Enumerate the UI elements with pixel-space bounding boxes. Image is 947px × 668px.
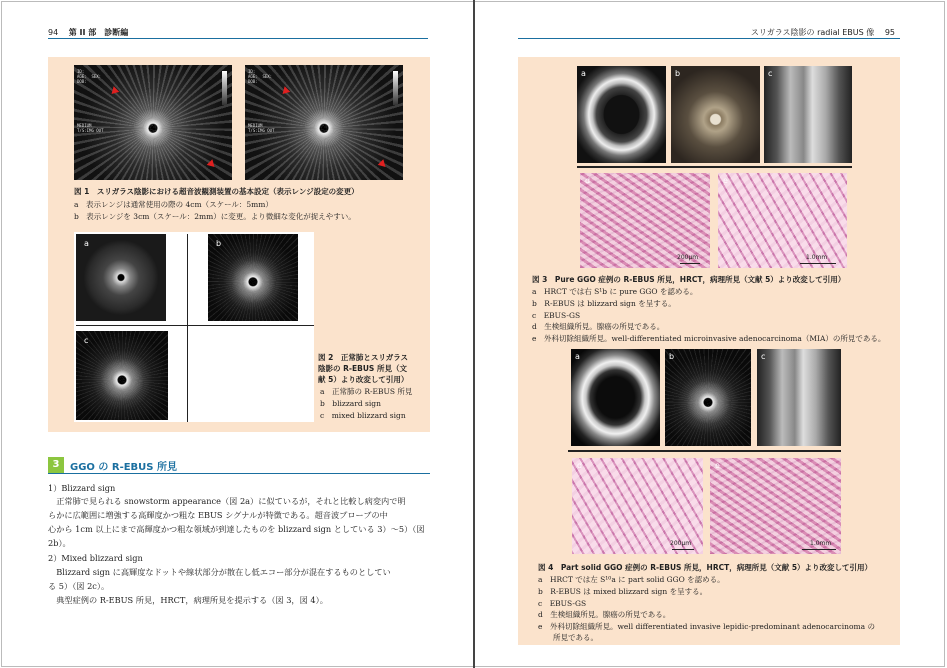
grid-line-horizontal <box>76 325 314 326</box>
panel-label: c <box>761 352 766 361</box>
panel-label: e <box>723 176 728 185</box>
grid-line-vertical <box>187 234 188 422</box>
fig3-caption-item-b: b R-EBUS は blizzard sign を呈する。 <box>532 299 676 308</box>
fig3-caption-item-e: e 外科切除組織所見。well-differentiated microinvasive adenocarcinoma（MIA）の所見である。 <box>532 334 886 343</box>
fig4-caption-item-e-cont: 所見である。 <box>538 633 598 642</box>
panel-label: c <box>768 69 773 78</box>
section-heading <box>48 457 430 474</box>
scale-bar <box>680 263 700 264</box>
scale-bar <box>800 263 836 264</box>
fig3-caption-item-c: c EBUS-GS <box>532 311 581 320</box>
figure-separator <box>568 450 841 452</box>
fig2-caption-line1: 図 2 正常肺とスリガラス <box>318 353 409 362</box>
fig3-caption-item-d: d 生検組織所見。腺癌の所見である。 <box>532 322 665 331</box>
fig1-caption-item-a: a 表示レンジは通常使用の際の 4cm（スケール：5mm） <box>74 200 273 209</box>
us-overlay-text: ID: AGE: SEX: DOB: <box>77 69 102 84</box>
left-page-number: 94 <box>48 28 59 37</box>
fig4b-ebus-image <box>665 349 751 446</box>
red-arrow-icon <box>109 86 120 97</box>
fig2-caption-line3: 献 5）より改変して引用） <box>318 375 409 384</box>
fig2-caption-line2: 陰影の R-EBUS 所見（文 <box>318 364 407 373</box>
fig4e-histology-image <box>710 458 841 554</box>
us-overlay-text: MEDIUM T/S:IMG OUT <box>248 123 275 133</box>
fig3a-ct-image <box>577 66 666 163</box>
fig2b-ultrasound-image <box>208 234 298 321</box>
fig1a-ultrasound-image <box>74 65 232 180</box>
fig4-caption-item-c: c EBUS-GS <box>538 599 587 608</box>
panel-label: a <box>84 239 89 248</box>
grayscale-bar <box>393 71 398 105</box>
grayscale-bar <box>222 71 227 105</box>
panel-label: b <box>216 239 222 248</box>
body-line: 心から 1cm 以上にまで高輝度かつ粗な領域が到達したものを blizzard sign としている 3）〜5）（図 <box>48 524 425 534</box>
left-header-rule <box>48 38 428 39</box>
panel-label: a <box>581 69 586 78</box>
figure-separator <box>577 166 852 168</box>
right-running-head <box>751 27 895 38</box>
body-line: 1）Blizzard sign <box>48 483 116 493</box>
panel-label: b <box>675 69 681 78</box>
panel-label: a <box>575 352 580 361</box>
body-line: 典型症例の R-EBUS 所見，HRCT，病理所見を提示する（図 3，図 4）。 <box>48 595 328 605</box>
body-line: 2）Mixed blizzard sign <box>48 553 143 563</box>
fig2a-ultrasound-image <box>76 234 166 321</box>
fig4-caption-item-a: a HRCT では左 S¹⁰a に part solid GGO を認める。 <box>538 575 725 584</box>
us-overlay-text: ID: AGE: SEX: DOB: <box>248 69 273 84</box>
panel-label: d <box>577 461 583 470</box>
red-arrow-icon <box>207 159 218 170</box>
panel-label: d <box>585 176 591 185</box>
fig2-caption-item-a: a 正常肺の R-EBUS 所見 <box>320 387 413 396</box>
fig4-caption-item-e: e 外科切除組織所見。well differentiated invasive lepidic-predominant adenocarcinoma の <box>538 622 875 631</box>
body-line: Blizzard sign に高輝度なドットや線状部分が散在し低エコー部分が混在するものとしてい <box>48 567 391 577</box>
panel-label: b <box>669 352 675 361</box>
left-running-head <box>48 27 128 38</box>
fig2-caption-item-c: c mixed blizzard sign <box>320 411 406 420</box>
fig2-caption-item-b: b blizzard sign <box>320 399 381 408</box>
red-arrow-icon <box>280 86 291 97</box>
fig3-caption-title: 図 3 Pure GGO 症例の R-EBUS 所見，HRCT，病理所見（文献 5）より改変して引用） <box>532 275 846 284</box>
fig3d-histology-image <box>580 173 710 268</box>
body-line: らかに広範囲に増強する高輝度かつ粗な EBUS シグナルが特徴である。超音波プローブの中 <box>48 510 388 520</box>
fig1b-ultrasound-image <box>245 65 403 180</box>
body-line: る 5）（図 2c）。 <box>48 581 110 591</box>
scale-label: 200μm <box>670 540 692 547</box>
fig4-caption-item-b: b R-EBUS は mixed blizzard sign を呈する。 <box>538 587 708 596</box>
fig3c-fluoroscopy-image <box>764 66 852 163</box>
scale-bar <box>802 549 836 550</box>
fig1-caption-title: 図 1 スリガラス陰影における超音波観測装置の基本設定（表示レンジ設定の変更） <box>74 187 359 196</box>
right-running-title: スリガラス陰影の radial EBUS 像 <box>750 28 875 37</box>
panel-label: e <box>715 461 720 470</box>
scale-label: 1.0mm <box>810 540 832 547</box>
us-overlay-text: MEDIUM T/S:IMG OUT <box>77 123 104 133</box>
fig4d-histology-image <box>572 458 703 554</box>
body-line: 正常肺で見られる snowstorm appearance（図 2a）に似ているが，それと比較し病変内で明 <box>48 496 406 506</box>
panel-label: c <box>84 336 89 345</box>
fig3e-histology-image <box>718 173 847 268</box>
body-line: 2b）。 <box>48 538 71 548</box>
section-title: GGO の R-EBUS 所見 <box>70 462 177 473</box>
fig2c-ultrasound-image <box>76 331 168 420</box>
right-page-number: 95 <box>884 28 895 37</box>
gutter-divider <box>473 0 475 668</box>
fig4c-fluoroscopy-image <box>757 349 841 446</box>
fig3b-ebus-image <box>671 66 760 163</box>
right-header-rule <box>518 38 900 39</box>
fig4a-ct-image <box>571 349 660 446</box>
fig1-caption-item-b: b 表示レンジを 3cm（スケール：2mm）に変更。より微細な変化が捉えやすい。 <box>74 212 356 221</box>
left-part-title: 第 II 部 診断編 <box>68 28 129 37</box>
scale-label: 200μm <box>677 254 699 261</box>
section-number-badge: 3 <box>48 457 64 473</box>
fig4-caption-item-d: d 生検組織所見。腺癌の所見である。 <box>538 610 671 619</box>
scale-bar <box>672 549 694 550</box>
red-arrow-icon <box>378 159 389 170</box>
scale-label: 1.0mm <box>806 254 828 261</box>
fig3-caption-item-a: a HRCT では右 S¹b に pure GGO を認める。 <box>532 287 698 296</box>
fig4-caption-title: 図 4 Part solid GGO 症例の R-EBUS 所見，HRCT，病理所見（文献 5）より改変して引用） <box>538 563 873 572</box>
